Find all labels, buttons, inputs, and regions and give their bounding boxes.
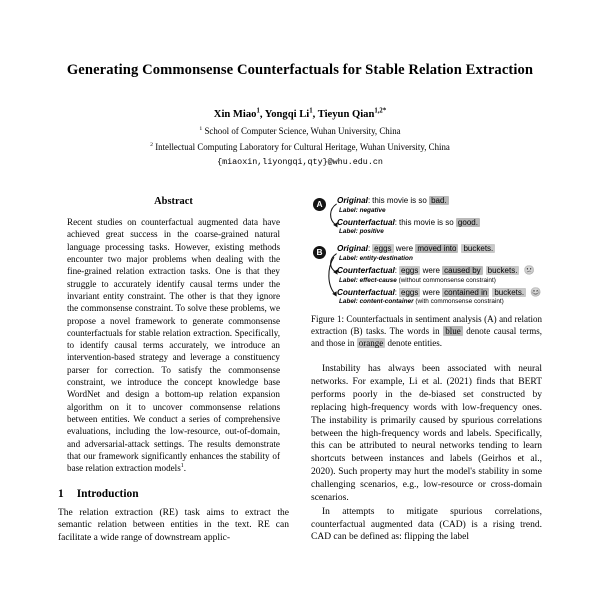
sentence-segment: this movie is so [399, 217, 456, 227]
author-affil-marker: 1 [309, 106, 313, 114]
confused-face-icon: 😕 [523, 265, 535, 276]
highlight-causal-term: moved into [417, 244, 457, 254]
figure-row-label [339, 207, 542, 214]
abstract-text-tail: . [183, 463, 186, 474]
figure-row-label [339, 255, 542, 262]
row-sentence [372, 244, 495, 253]
row-kind-label: Counterfactual [337, 266, 395, 276]
row-kind-label: Original [337, 244, 368, 254]
caption-prefix: Figure 1: Counterfactuals in sentiment analysis (A) and relation extraction (B) tasks. The words in [311, 314, 542, 337]
label-note: (without commonsense constraint) [398, 276, 496, 284]
right-column [311, 196, 542, 600]
highlight-entity: buckets. [494, 287, 525, 297]
figure-panel-a [311, 196, 542, 235]
right-paragraph-1: Instability has always been associated with neural networks. For example, Li et al. (2021) finds that BERT performs poorly in the de-biased set constructed by replacing high-frequency words with low-frequency ones. The instability is primarily caused by spurious correlations between the high-frequency words and labels. Specifically, this can be attributed to neural networks tending to learn shortcuts between instances and labels (Geirhos et al., 2020). Such property may hurt the model's stability in some challenging scenarios, e.g., low-resource or cross-domain scenarios. [311, 364, 542, 503]
highlight-causal-term: contained in [444, 287, 488, 297]
row-sentence [372, 196, 448, 205]
label-text: Label: content-container [339, 298, 414, 306]
figure-row-original: Original : this movie is so bad. [337, 196, 447, 206]
sentence-segment: were [420, 287, 443, 297]
author-name: Tieyun Qian [317, 108, 375, 120]
figure-row-counterfactual-no-constraint: Counterfactual : eggs were caused by buckets. 😕 [337, 265, 535, 276]
author-entry [317, 106, 387, 120]
affiliation-text: Intellectual Computing Laboratory for Cultural Heritage, Wuhan University, China [155, 142, 450, 153]
caption-suffix: denote entities. [385, 338, 442, 349]
figure-caption [311, 314, 542, 350]
figure-1 [311, 196, 542, 350]
panel-badge-b: B [313, 246, 326, 259]
affiliation-1 [58, 125, 542, 138]
affiliation-2 [58, 141, 542, 154]
figure-row-label [339, 298, 542, 305]
panel-badge-a: A [313, 198, 326, 211]
highlight-entity: eggs [401, 266, 419, 276]
intro-paragraph-1: The relation extraction (RE) task aims to extract the semantic relation between entities in the text. RE can facilitate a wide range of downstream applic- [58, 507, 289, 544]
row-sentence [399, 266, 519, 275]
row-kind-label: Counterfactual [337, 287, 395, 297]
figure-row-counterfactual: Counterfactual : this movie is so good. [337, 217, 478, 227]
caption-mid: denote causal terms, and those in [311, 326, 542, 349]
highlight-entity: buckets. [487, 266, 518, 276]
author-separator: , [312, 108, 318, 120]
author-name: Xin Miao [213, 108, 257, 120]
smiling-face-icon: 😊 [530, 287, 542, 298]
abstract-text [58, 216, 289, 475]
author-list [58, 108, 542, 121]
figure-row-label [339, 228, 542, 235]
label-note: (with commonsense constraint) [415, 298, 504, 306]
figure-row-label [339, 277, 542, 284]
figure-panel-b [311, 244, 542, 305]
author-affil-marker: 1,2* [374, 106, 387, 114]
footnote-marker[interactable]: 1 [180, 463, 184, 470]
abstract-heading: Abstract [154, 196, 193, 207]
caption-blue-swatch: blue [445, 326, 461, 337]
affiliation-text: School of Computer Science, Wuhan University, China [204, 125, 401, 136]
section-number: 1 [58, 487, 64, 500]
figure-row-original: Original : eggs were moved into buckets. [337, 244, 494, 254]
highlight-causal-term: good. [457, 217, 478, 227]
contact-email[interactable]: {miaoxin,liyongqi,qty}@whu.edu.cn [217, 157, 383, 168]
sentence-segment: were [393, 244, 416, 254]
body-columns [58, 196, 542, 600]
author-entry [264, 106, 313, 120]
abstract-body-text: Recent studies on counterfactual augmented data have achieved great success in the coarse-grained natural language processing tasks. However, existing methods encounter two major problems when dealing with the fine-grained relation extraction tasks. One is that they struggle to accurately identify causal terms under the invariant entity constraint. The other is that they ignore the commonsense constraint. To solve these problems, we propose a novel framework to generate commonsense counterfactuals for stable relation extraction. Specifically, to identify causal terms accurately, we introduce an intervention-based strategy and leverage a constituency parser for correction. To satisfy the commonsense constraint, we introduce the concept knowledge base WordNet and design a bottom-up relation expansion algorithm on it to uncover commonsense relations between entities. We conduct a series of comprehensive evaluations, including the low-resource, out-of-domain, and adversarial-attack settings. The results demonstrate that our framework significantly enhances the stability of base relation extraction models [67, 217, 280, 474]
row-kind-label: Original [337, 196, 368, 205]
highlight-entity: eggs [401, 287, 419, 297]
caption-orange-swatch: orange [358, 338, 384, 349]
affiliation-marker: 1 [199, 125, 203, 132]
author-entry [213, 106, 260, 120]
row-kind-label: Counterfactual [337, 217, 395, 227]
author-affil-marker: 1 [256, 106, 260, 114]
right-paragraph-2: In attempts to mitigate spurious correlations, counterfactual augmented data (CAD) is a rising trend. CAD can be defined as: flipping the label [311, 506, 542, 543]
left-column [58, 196, 289, 600]
highlight-causal-term: bad. [431, 196, 447, 206]
figure-row-counterfactual-with-constraint: Counterfactual : eggs were contained in buckets. 😊 [337, 287, 542, 298]
label-text: Label: entity-destination [339, 255, 413, 263]
highlight-entity: eggs [374, 244, 392, 254]
affiliation-marker: 2 [150, 142, 153, 149]
author-separator: , [259, 108, 265, 120]
row-sentence [399, 288, 526, 297]
sentence-segment: were [420, 266, 443, 276]
section-heading-introduction [58, 488, 289, 500]
section-title: Introduction [76, 487, 139, 500]
label-text: Label: effect-cause [339, 276, 397, 284]
page-title: Generating Commonsense Counterfactuals for Stable Relation Extraction [66, 62, 534, 78]
author-name: Yongqi Li [264, 108, 310, 120]
sentence-segment: this movie is so [372, 196, 430, 206]
label-text: Label: positive [339, 228, 384, 236]
highlight-entity: buckets. [463, 244, 494, 254]
row-sentence [399, 218, 480, 227]
highlight-causal-term: caused by [444, 266, 481, 276]
label-text: Label: negative [339, 206, 386, 214]
